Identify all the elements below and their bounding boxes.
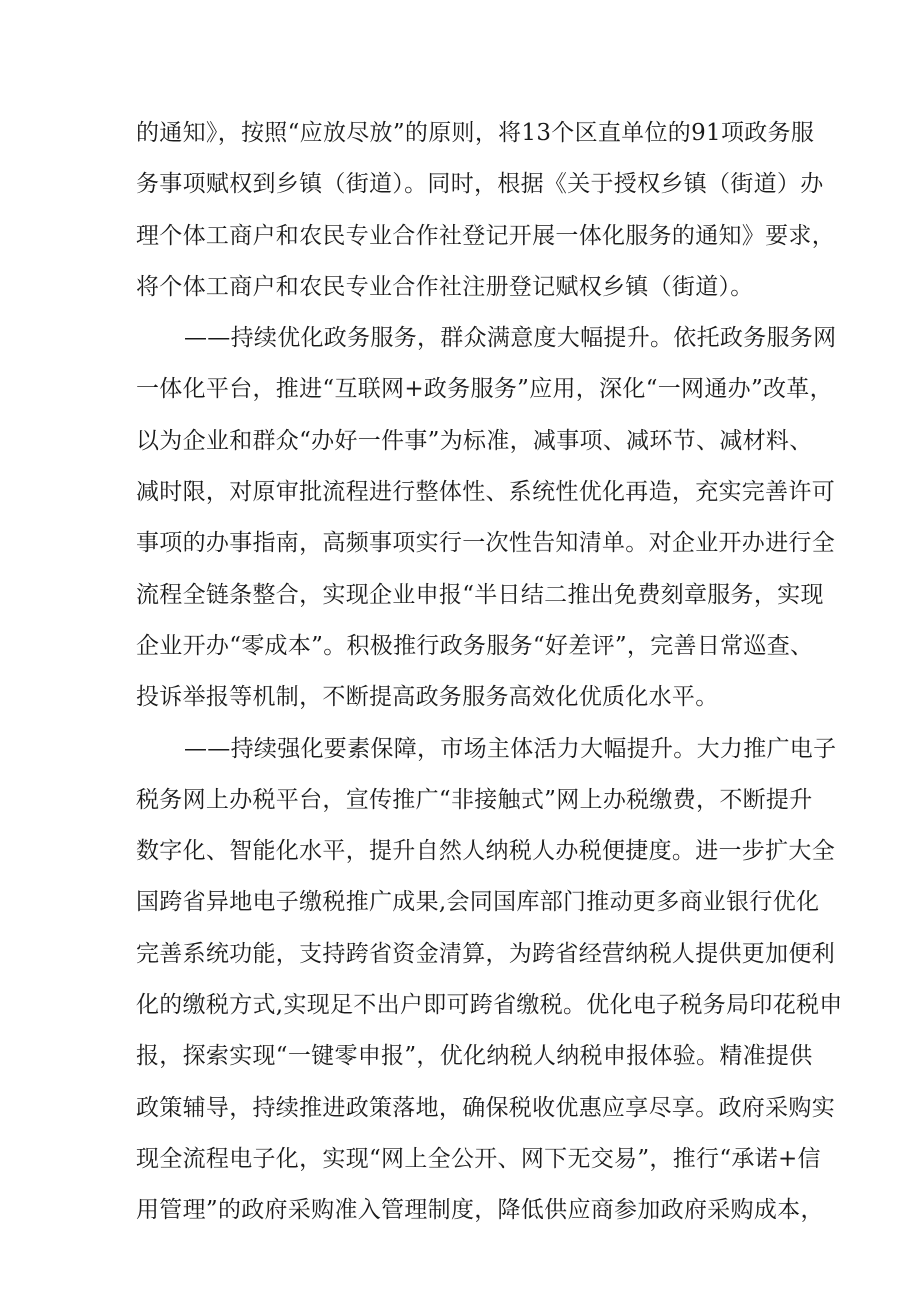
- text-line: 税务网上办税平台，宣传推广“非接触式”网上办税缴费，不断提升: [136, 786, 813, 813]
- paragraph-heading-line: ——持续强化要素保障，市场主体活力大幅提升。大力推广电子: [184, 735, 837, 762]
- text-line: 化的缴税方式,实现足不出户即可跨省缴税。优化电子税务局印花税申: [136, 992, 843, 1019]
- text-line: 的通知》，按照“应放尽放”的原则，将13个区直单位的91项政务服: [136, 120, 815, 146]
- text-line: 事项的办事指南，高频事项实行一次性告知清单。对企业开办进行全: [136, 530, 835, 557]
- text-line: 流程全链条整合，实现企业申报“半日结二推出免费刻章服务，实现: [136, 581, 824, 608]
- text-line: 企业开办“零成本”。积极推行政务服务“好差评”，完善日常巡查、: [136, 632, 814, 659]
- text-line: 数字化、智能化水平，提升自然人纳税人办税便捷度。进一步扩大全: [136, 838, 835, 865]
- text-line: 用管理”的政府采购准入管理制度，降低供应商参加政府采购成本，: [136, 1197, 824, 1224]
- text-line: 理个体工商户和农民专业合作社登记开展一体化服务的通知》要求，: [136, 222, 835, 249]
- text-line: 政策辅导，持续推进政策落地，确保税收优惠应享尽享。政府采购实: [136, 1094, 835, 1121]
- text-line: 国跨省异地电子缴税推广成果,会同国库部门推动更多商业银行优化: [136, 889, 820, 916]
- text-line: 一体化平台，推进“互联网+政务服务”应用，深化“一网通办”改革，: [136, 376, 833, 403]
- text-line: 将个体工商户和农民专业合作社注册登记赋权乡镇（街道）。: [136, 273, 754, 300]
- text-line: 现全流程电子化，实现“网上全公开、网下无交易”，推行“承诺+信: [136, 1145, 821, 1172]
- text-line: 完善系统功能，支持跨省资金清算，为跨省经营纳税人提供更加便利: [136, 940, 835, 967]
- paragraph-heading-line: ——持续优化政务服务，群众满意度大幅提升。依托政务服务网: [184, 325, 837, 352]
- text-line: 减时限，对原审批流程进行整体性、系统性优化再造，充实完善许可: [136, 479, 835, 506]
- text-line: 务事项赋权到乡镇（街道）。同时，根据《关于授权乡镇（街道）办: [136, 171, 824, 198]
- text-line: 投诉举报等机制，不断提高政务服务高效化优质化水平。: [136, 684, 719, 711]
- text-line: 报，探索实现“一键零申报”，优化纳税人纳税申报体验。精准提供: [136, 1043, 813, 1070]
- text-line: 以为企业和群众“办好一件事”为标准，减事项、减环节、减材料、: [136, 427, 813, 454]
